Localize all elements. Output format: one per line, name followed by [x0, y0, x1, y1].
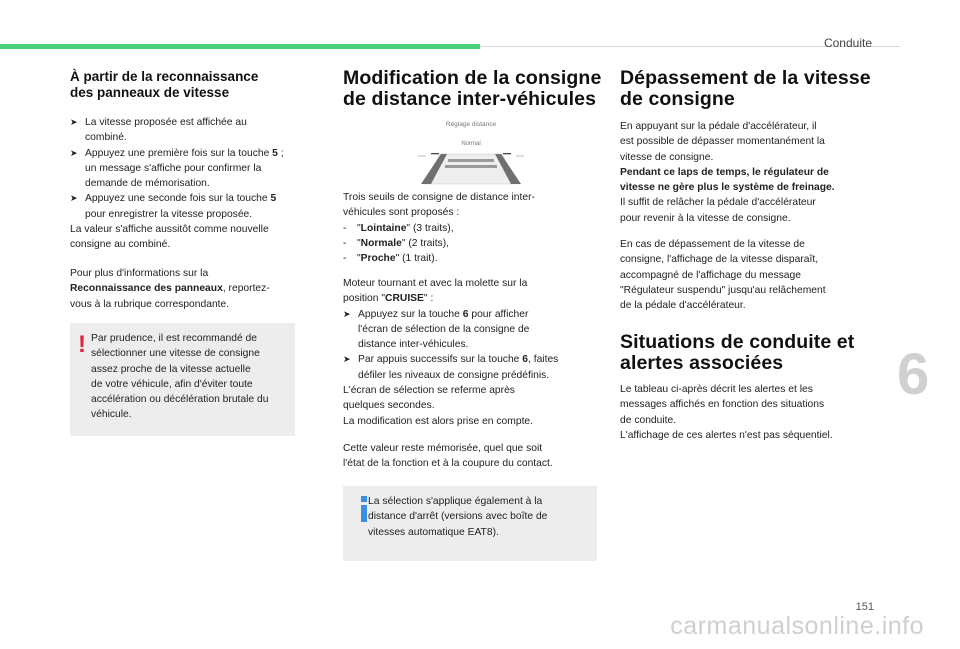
section-color-bar — [0, 44, 480, 49]
list-item: ➤ Appuyez sur la touche 6 pour afficher l'écran de sélection de la consigne de distance inter-véhicules. — [343, 308, 530, 351]
watermark: carmanualsonline.info — [670, 612, 924, 640]
arrow-bullet-icon: ➤ — [343, 354, 351, 365]
warning-text: Par prudence, il est recommandé de sélectionner une vitesse de consigne assez proche de la vitesse actuelle de votre véhicule, afin d'éviter toute accélération ou décélération brutale du véhicule. — [91, 333, 269, 421]
paragraph: Pour plus d'informations sur la Reconnaissance des panneaux, reportez- vous à la rubrique correspondante. — [70, 268, 270, 310]
procedure-block: Moteur tournant et avec la molette sur la position "CRUISE" : ➤ Appuyez sur la touche 6 pour afficher l'écran de sélection de la consigne de distance inter-véhicules. ➤ Par appuis successifs sur la touche 6, faites défiler les niveaux de consigne prédéfinis. L'écran de sélection se referme après quelques secondes. La modification est alors prise en compte. — [343, 276, 601, 429]
illus-title: Réglage distance — [445, 121, 497, 128]
list-item: ➤ Appuyez une seconde fois sur la touche 5 pour enregistrer la vitesse proposée. — [70, 193, 277, 220]
distance-bar — [448, 159, 494, 162]
list-item: - "Lointaine" (3 traits), — [343, 222, 454, 234]
exclamation-warning-icon: ! — [78, 331, 86, 358]
thresholds-block: Trois seuils de consigne de distance inter- véhicules sont proposés : - "Lointaine" (3 traits), - "Normale" (2 traits), - "Proche" (1 trait). — [343, 190, 601, 266]
heading-line: Dépassement de la vitesse — [620, 67, 871, 89]
heading-line: Situations de conduite et — [620, 331, 855, 353]
steps-list — [70, 115, 300, 253]
arrow-bullet-icon: ➤ — [70, 193, 78, 204]
speed-sign-heading — [70, 69, 258, 101]
page-number: 151 — [855, 601, 874, 613]
paragraph: Cette valeur reste mémorisée, quel que soit l'état de la fonction et à la coupure du contact. — [343, 443, 553, 470]
heading-line: de distance inter-véhicules — [343, 88, 597, 110]
list-item: ➤ La vitesse proposée est affichée au combiné. — [70, 117, 247, 144]
heading-line: alertes associées — [620, 352, 784, 374]
illus-value: Normal — [461, 141, 481, 147]
arrow-bullet-icon: ➤ — [343, 308, 351, 319]
dash-left — [431, 153, 439, 154]
distance-setting-display-illustration — [416, 116, 526, 188]
heading-line: de consigne — [620, 88, 735, 110]
arrow-bullet-icon: ➤ — [70, 147, 78, 158]
list-item: - "Proche" (1 trait). — [343, 253, 438, 265]
list-item: ➤ Appuyez une première fois sur la touche 5 ; un message s'affiche pour confirmer la demande de mémorisation. — [70, 147, 284, 190]
paragraph: L'écran de sélection se referme après quelques secondes. La modification est alors prise en compte. — [343, 385, 534, 427]
dash-right — [503, 153, 511, 154]
arrow-bullet-icon: ➤ — [70, 117, 78, 127]
info-box — [343, 486, 597, 561]
info-text: La sélection s'applique également à la distance d'arrêt (versions avec boîte de vitesses automatique EAT8). — [368, 496, 548, 538]
paragraph: Le tableau ci-après décrit les alertes et les messages affichés en fonction des situations de conduite. L'affichage de ces alertes n'est pas séquentiel. — [620, 384, 833, 441]
overspeed-heading — [620, 68, 871, 110]
warning-box — [70, 323, 295, 436]
paragraph: En cas de dépassement de la vitesse de consigne, l'affichage de la vitesse disparaît, accompagné de l'affichage du message "Régulateur suspendu" jusqu'au relâchement de la pédale d'accélérateur. — [620, 239, 826, 312]
section-title: Conduite — [823, 36, 872, 50]
heading-line: Modification de la consigne — [343, 67, 602, 89]
distance-heading — [343, 68, 601, 110]
paragraph: La valeur s'affiche aussitôt comme nouvelle consigne au combiné. — [70, 224, 269, 251]
list-item: - "Normale" (2 traits), — [343, 237, 449, 249]
heading-line: À partir de la reconnaissance — [70, 69, 259, 84]
situations-heading — [620, 332, 854, 374]
chapter-number: 6 — [897, 342, 930, 407]
list-item: ➤ Par appuis successifs sur la touche 6, faites défiler les niveaux de consigne prédéfinis. — [343, 354, 559, 381]
heading-line: des panneaux de vitesse — [70, 85, 230, 100]
distance-bar — [445, 165, 497, 168]
paragraph: En appuyant sur la pédale d'accélérateur, il est possible de dépasser momentanément la vitesse de consigne. Pendant ce laps de temps, le régulateur de vitesse ne gère plus le système de freinage. Il suffit de relâcher la pédale d'accélérateur pour revenir à la vitesse de consigne. — [620, 121, 835, 224]
